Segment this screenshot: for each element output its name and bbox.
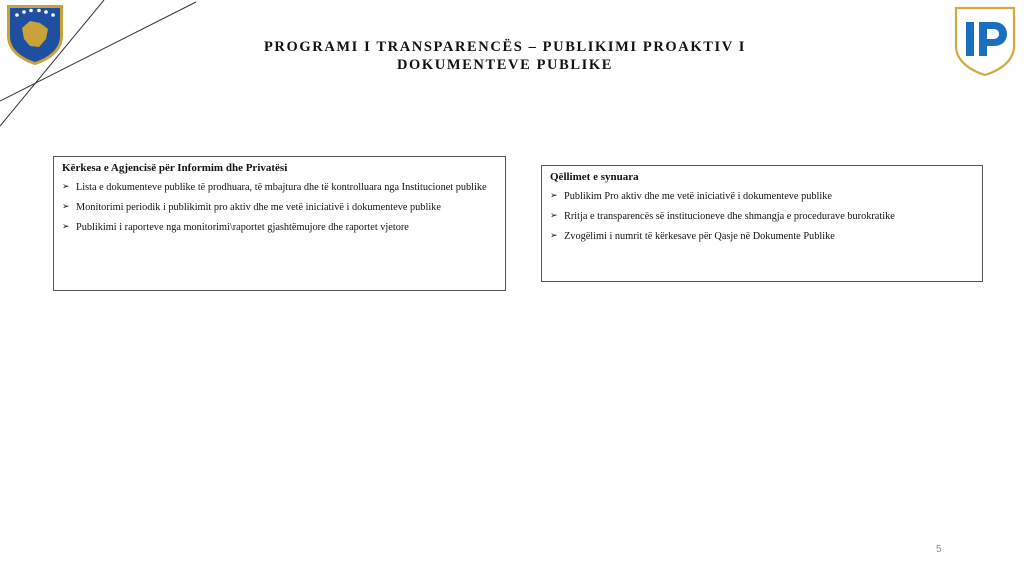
list-item-text: Zvogëlimi i numrit të kërkesave për Qasje në Dokumente Publike bbox=[564, 231, 835, 242]
agency-requirements-heading: Kërkesa e Agjencisë për Informim dhe Privatësi bbox=[62, 162, 288, 174]
list-item bbox=[550, 189, 974, 204]
list-item bbox=[62, 220, 497, 235]
list-item-text: Lista e dokumenteve publike të prodhuara, të mbajtura dhe të kontrolluara nga Institucionet publike bbox=[76, 182, 487, 193]
list-item-text: Publikimi i raporteve nga monitorimi\raportet gjashtëmujore dhe raportet vjetore bbox=[76, 222, 409, 233]
kosovo-coat-of-arms-icon bbox=[4, 2, 66, 66]
list-item-text: Monitorimi periodik i publikimit pro aktiv dhe me vetë iniciativë i dokumenteve publike bbox=[76, 202, 441, 213]
agency-requirements-list bbox=[62, 180, 497, 235]
intended-goals-box bbox=[541, 165, 983, 282]
arrow-bullet-icon: ➢ bbox=[550, 231, 558, 241]
arrow-bullet-icon: ➢ bbox=[62, 202, 70, 212]
list-item-text: Publikim Pro aktiv dhe me vetë iniciativë i dokumenteve publike bbox=[564, 191, 832, 202]
list-item bbox=[62, 180, 497, 195]
list-item bbox=[550, 209, 974, 224]
list-item bbox=[62, 200, 497, 215]
intended-goals-list bbox=[550, 189, 974, 244]
list-item-text: Rritja e transparencës së institucioneve dhe shmangja e procedurave burokratike bbox=[564, 211, 895, 222]
arrow-bullet-icon: ➢ bbox=[62, 182, 70, 192]
agency-requirements-box bbox=[53, 156, 506, 291]
arrow-bullet-icon: ➢ bbox=[550, 211, 558, 221]
ip-agency-logo-icon bbox=[952, 2, 1018, 76]
list-item bbox=[550, 229, 974, 244]
arrow-bullet-icon: ➢ bbox=[62, 222, 70, 232]
slide-title: PROGRAMI I TRANSPARENCËS – PUBLIKIMI PROAKTIV I DOKUMENTEVE PUBLIKE bbox=[263, 39, 747, 73]
arrow-bullet-icon: ➢ bbox=[550, 191, 558, 201]
intended-goals-heading: Qëllimet e synuara bbox=[550, 171, 639, 183]
page-number: 5 bbox=[936, 544, 942, 555]
